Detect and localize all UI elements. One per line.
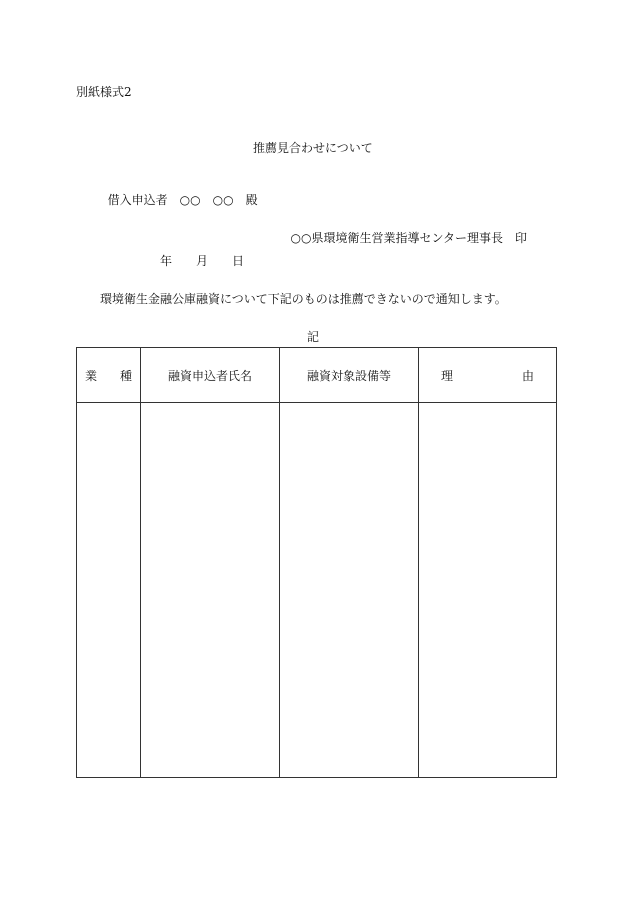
addressee-line [100, 179, 258, 207]
sender-name: ○○県環境衛生営業指導センター理事長 [290, 231, 503, 245]
cell-reason [419, 403, 557, 778]
form-label: 別紙様式2 [76, 85, 132, 99]
addressee-surname: ○○ [179, 193, 201, 207]
table-header-row [77, 348, 557, 403]
document-title: 推薦見合わせについて [253, 141, 373, 155]
date-month: 月 [196, 254, 209, 268]
addressee-label: 借入申込者 [107, 193, 168, 207]
sender-line [283, 217, 527, 245]
cell-applicant-name [141, 403, 280, 778]
date-day: 日 [232, 254, 245, 268]
header-reason: 理 由 [419, 348, 557, 403]
table-row [77, 403, 557, 778]
seal-mark: 印 [514, 231, 527, 245]
header-applicant-name: 融資申込者氏名 [141, 348, 280, 403]
addressee-honorific: 殿 [245, 193, 258, 207]
date-year: 年 [160, 254, 173, 268]
addressee-given-name: ○○ [212, 193, 234, 207]
body-text: 環境衛生金融公庫融資について下記のものは推薦できないので通知します。 [100, 292, 507, 306]
cell-financed-equipment [280, 403, 419, 778]
cell-industry [77, 403, 141, 778]
note-heading: 記 [307, 330, 320, 344]
header-industry: 業 種 [77, 348, 141, 403]
recommendation-table [76, 347, 557, 778]
header-financed-equipment: 融資対象設備等 [280, 348, 419, 403]
